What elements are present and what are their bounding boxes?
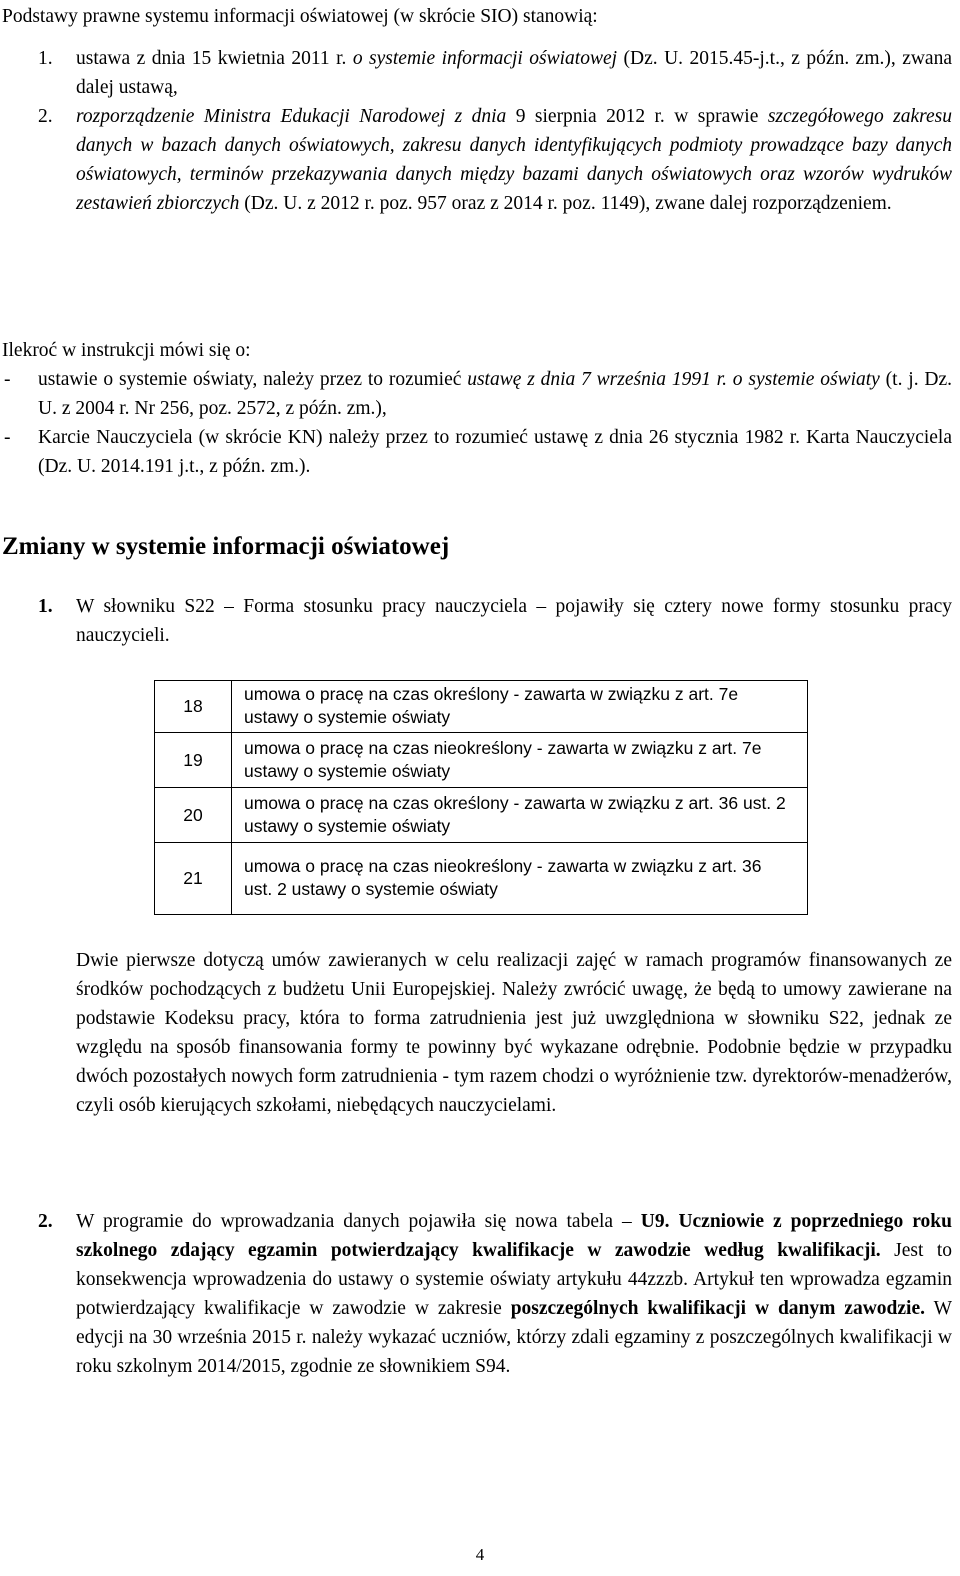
change-2 [0,1207,952,1381]
change-item: 2. W programie do wprowadzania danych pojawiła się nowa tabela – U9. Uczniowie z poprzedniego roku szkolnego zdający egzamin potwierdzający kwalifikacje w zawodzie według kwalifikacji. Jest to konsekwencja wprowadzenia do ustawy o systemie oświaty artykułu 44zzzb. Artykuł ten wprowadza egzamin potwierdzający kwalifikacje w zawodzie w zakresie poszczególnych kwalifikacji w danym zawodzie. W edycji na 30 września 2015 r. należy wykazać uczniów, którzy zdali egzaminy z poszczególnych kwalifikacji w roku szkolnym 2014/2015, zgodnie ze słownikiem S94. [0,1207,952,1381]
legal-basis-item: 1. ustawa z dnia 15 kwietnia 2011 r. o systemie informacji oświatowej (Dz. U. 2015.45-j.t., z późn. zm.), zwana dalej ustawą, [0,44,952,102]
section-heading: Zmiany w systemie informacji oświatowej [2,533,450,560]
form-description: umowa o pracę na czas nieokreślony - zawarta w związku z art. 36 ust. 2 ustawy o systemie oświaty [232,843,808,915]
explanation-paragraph: Dwie pierwsze dotyczą umów zawieranych w celu realizacji zajęć w ramach programów finansowanych ze środków pochodzących z budżetu Unii Europejskiej. Należy zwrócić uwagę, że będą to umowy zawierane na podstawie Kodeksu pracy, która to forma zatrudnienia jest już uwzględniona w słowniku S22, jednak ze względu na sposób finansowania formy te powinny być wykazane odrębnie. Podobnie będzie w przypadku dwóch pozostałych nowych form zatrudnienia - tym razem chodzi o wyróżnienie tzw. dyrektorów-menadżerów, czyli osób kierujących szkołami, niebędących nauczycielami. [76,950,952,1116]
change-1 [0,592,952,650]
table-row [155,733,808,788]
form-description: umowa o pracę na czas nieokreślony - zawarta w związku z art. 7e ustawy o systemie oświaty [232,733,808,788]
definitions-list [0,365,952,481]
form-code: 18 [155,681,232,733]
form-code: 20 [155,788,232,843]
form-code: 19 [155,733,232,788]
legal-basis-item: 2. rozporządzenie Ministra Edukacji Narodowej z dnia 9 sierpnia 2012 r. w sprawie szczegółowego zakresu danych w bazach danych oświatowych, zakresu danych identyfikujących podmioty prowadzące bazy danych oświatowych, terminów przekazywania danych między bazami danych oświatowych oraz wzorów wydruków zestawień zbiorczych (Dz. U. z 2012 r. poz. 957 oraz z 2014 r. poz. 1149), zwane dalej rozporządzeniem. [0,102,952,218]
definition-item: - ustawie o systemie oświaty, należy przez to rozumieć ustawę z dnia 7 września 1991 r. o systemie oświaty (t. j. Dz. U. z 2004 r. Nr 256, poz. 2572, z późn. zm.), [4,369,953,419]
form-code: 21 [155,843,232,915]
definition-item: - Karcie Nauczyciela (w skrócie KN) należy przez to rozumieć ustawę z dnia 26 stycznia 1982 r. Karta Nauczyciela (Dz. U. 2014.191 j.t., z późn. zm.). [4,427,952,477]
legal-bases-list [0,44,952,218]
form-description: umowa o pracę na czas określony - zawarta w związku z art. 36 ust. 2 ustawy o systemie oświaty [232,788,808,843]
definitions-intro: Ilekroć w instrukcji mówi się o: [2,340,251,361]
table-row [155,788,808,843]
form-description: umowa o pracę na czas określony - zawarta w związku z art. 7e ustawy o systemie oświaty [232,681,808,733]
list-number: 1. [38,596,53,617]
change-item: 1. W słowniku S22 – Forma stosunku pracy nauczyciela – pojawiły się cztery nowe formy stosunku pracy nauczycieli. [0,592,952,650]
employment-forms-table [154,680,808,915]
list-number: 2. [38,1211,53,1232]
table-row [155,843,808,915]
table-row [155,681,808,733]
intro-text: Podstawy prawne systemu informacji oświatowej (w skrócie SIO) stanowią: [2,6,598,27]
page-number: 4 [475,1545,485,1564]
list-number: 1. [38,48,53,69]
list-number: 2. [38,106,53,127]
